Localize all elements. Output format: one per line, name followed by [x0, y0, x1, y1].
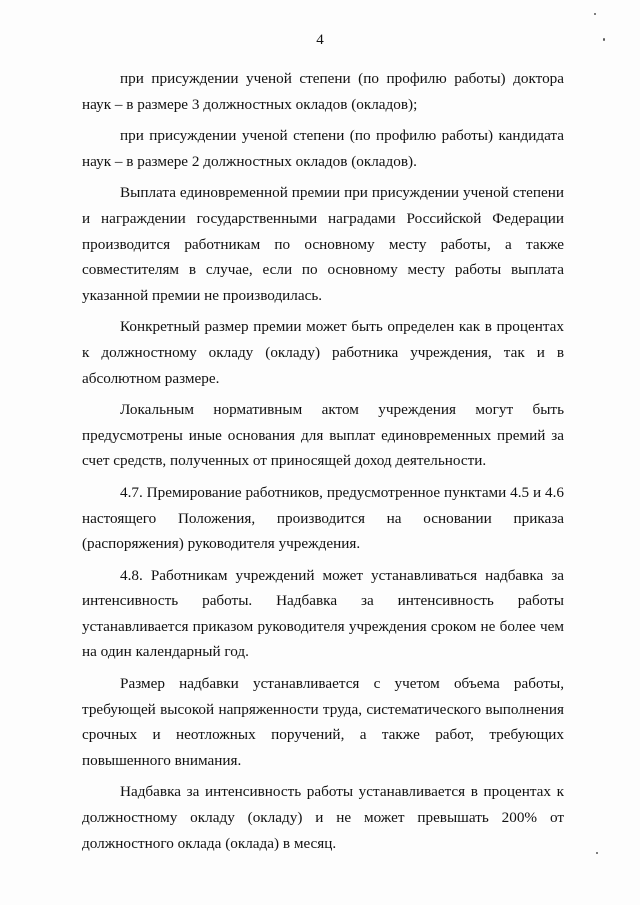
paragraph-4-7: 4.7. Премирование работников, предусмотренное пунктами 4.5 и 4.6 настоящего Положения, производится на основании приказа (распоряжения) руководителя учреждения.	[82, 483, 564, 553]
document-body	[82, 66, 564, 862]
scan-dot	[603, 38, 605, 41]
page-number: 4	[316, 32, 324, 48]
scan-dot	[596, 852, 598, 854]
paragraph-bonus-amount: Конкретный размер премии может быть определен как в процентах к должностному окладу (окладу) работника учреждения, так и в абсолютном размере.	[82, 318, 564, 387]
paragraph-local-act: Локальным нормативным актом учреждения могут быть предусмотрены иные основания для выплат единовременных премий за счет средств, полученных от приносящей доход деятельности.	[82, 401, 564, 470]
paragraph-candidate-degree: при присуждении ученой степени (по профилю работы) кандидата наук – в размере 2 должностных окладов (окладов).	[82, 127, 564, 170]
paragraph-allowance-size: Размер надбавки устанавливается с учетом объема работы, требующей высокой напряженности труда, систематического выполнения срочных и неотложных поручений, а также работ, требующих повышенного внимания.	[82, 675, 564, 769]
paragraph-doctor-degree: при присуждении ученой степени (по профилю работы) доктора наук – в размере 3 должностных окладов (окладов);	[82, 70, 564, 113]
paragraph-4-8: 4.8. Работникам учреждений может устанавливаться надбавка за интенсивность работы. Надбавка за интенсивность работы устанавливается приказом руководителя учреждения сроком не более чем на один календарный год.	[82, 566, 564, 661]
paragraph-allowance-limit: Надбавка за интенсивность работы устанавливается в процентах к должностному окладу (окладу) и не может превышать 200% от должностного оклада (оклада) в месяц.	[82, 783, 564, 852]
paragraph-bonus-payment: Выплата единовременной премии при присуждении ученой степени и награждении государственными наградами Российской Федерации производится работникам по основному месту работы, а также совместителям в случае, если по основному месту работы выплата указанной премии не производилась.	[82, 184, 564, 304]
scan-dot	[594, 13, 596, 15]
